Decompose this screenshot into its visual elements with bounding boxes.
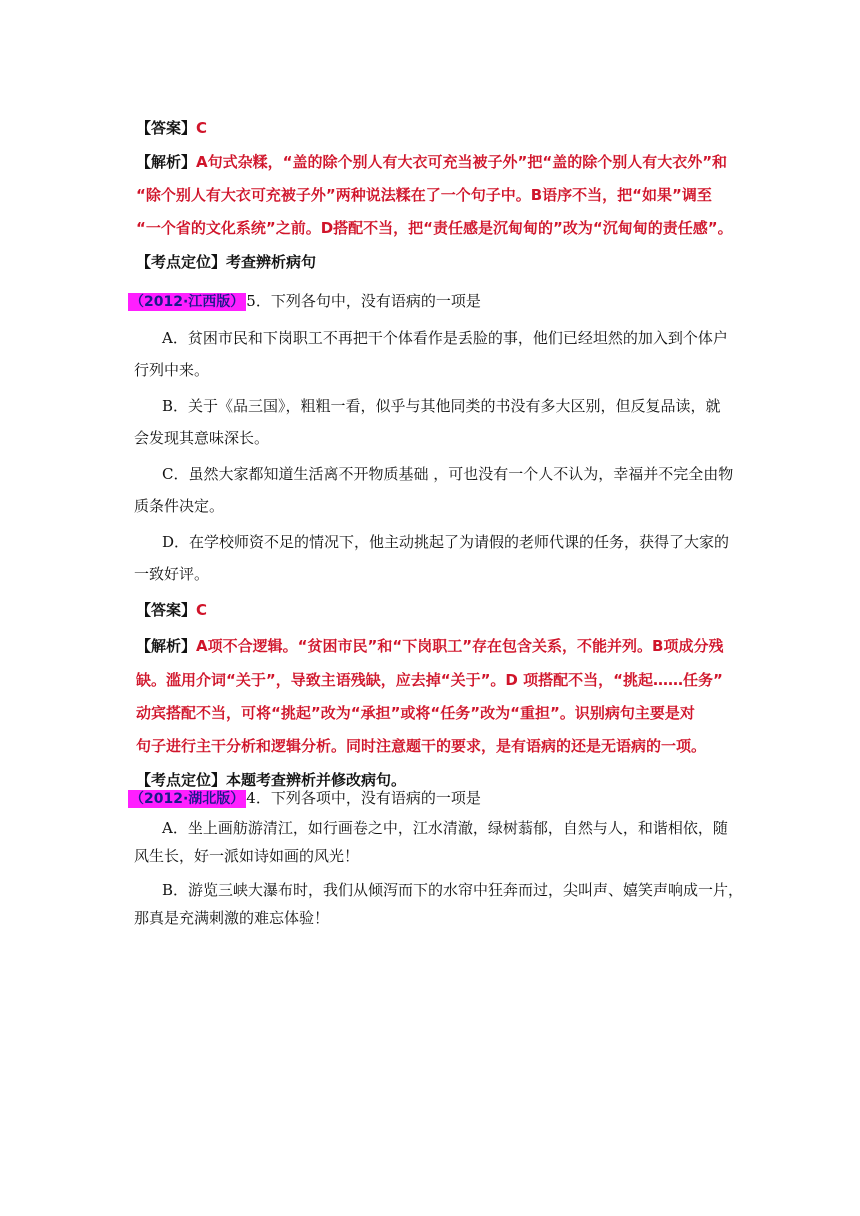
analysis-label: 【解析】 xyxy=(136,637,197,655)
analysis-text: “除个别人有大衣可充被子外”两种说法糅在了一个句子中。B语序不当，把“如果”调至 xyxy=(136,186,712,204)
option-b-cont: 会发现其意味深长。 xyxy=(134,429,270,447)
question-stem: 5．下列各句中，没有语病的一项是 xyxy=(246,292,481,310)
point-line xyxy=(136,770,406,790)
point-line xyxy=(136,252,316,272)
source-tag: （2012·江西版） xyxy=(130,294,245,310)
answer-line-2 xyxy=(136,600,207,620)
analysis-text: 句子进行主干分析和逻辑分析。同时注意题干的要求，是有语病的还是无语病的一项。 xyxy=(136,737,707,755)
point-text: 考查辨析病句 xyxy=(226,253,317,271)
question-5-stem xyxy=(128,291,481,312)
option-a: A．贫困市民和下岗职工不再把干个体看作是丢脸的事，他们已经坦然的加入到个体户 xyxy=(162,329,728,347)
option-c-cont: 质条件决定。 xyxy=(134,497,225,515)
answer-label: 【答案】 xyxy=(136,601,197,619)
point-text: 本题考查辨析并修改病句。 xyxy=(226,771,407,789)
answer-label: 【答案】 xyxy=(136,119,197,137)
analysis-text: 缺。滥用介词“关于”，导致主语残缺，应去掉“关于”。D 项搭配不当，“挑起……任务” xyxy=(136,671,723,689)
option-d-cont: 一致好评。 xyxy=(134,565,210,583)
answer-value: C xyxy=(196,119,208,137)
option-a-cont: 行列中来。 xyxy=(134,361,210,379)
analysis-text: A句式杂糅，“盖的除个别人有大衣可充当被子外”把“盖的除个别人有大衣外”和 xyxy=(196,153,728,171)
source-tag: （2012·湖北版） xyxy=(130,791,245,807)
point-label: 【考点定位】 xyxy=(136,253,227,271)
analysis-text: 动宾搭配不当，可将“挑起”改为“承担”或将“任务”改为“重担”。识别病句主要是对 xyxy=(136,704,695,722)
analysis-line xyxy=(136,636,724,656)
analysis-line xyxy=(136,152,727,172)
option-d: D．在学校师资不足的情况下，他主动挑起了为请假的老师代课的任务，获得了大家的 xyxy=(162,533,730,551)
question-4-stem xyxy=(128,788,481,809)
option-b-cont: 那真是充满刺激的难忘体验！ xyxy=(134,909,330,927)
point-label: 【考点定位】 xyxy=(136,771,227,789)
option-a-cont: 风生长，好一派如诗如画的风光！ xyxy=(134,847,360,865)
option-b: B．游览三峡大瀑布时，我们从倾泻而下的水帘中狂奔而过，尖叫声、嬉笑声响成一片， xyxy=(162,881,744,899)
analysis-text: “一个省的文化系统”之前。D搭配不当，把“责任感是沉甸甸的”改为“沉甸甸的责任感”。 xyxy=(136,219,733,237)
question-stem: 4．下列各项中，没有语病的一项是 xyxy=(246,789,481,807)
option-c: C．虽然大家都知道生活离不开物质基础 ，可也没有一个人不认为，幸福并不完全由物 xyxy=(162,465,734,483)
answer-line-1 xyxy=(136,118,207,138)
option-a: A．坐上画舫游清江，如行画卷之中，江水清澈，绿树蓊郁，自然与人，和谐相依，随 xyxy=(162,819,728,837)
analysis-text: A项不合逻辑。“贫困市民”和“下岗职工”存在包含关系，不能并列。B项成分残 xyxy=(196,637,724,655)
option-b: B．关于《品三国》，粗粗一看，似乎与其他同类的书没有多大区别，但反复品读，就 xyxy=(162,397,721,415)
answer-value: C xyxy=(196,601,208,619)
analysis-label: 【解析】 xyxy=(136,153,197,171)
